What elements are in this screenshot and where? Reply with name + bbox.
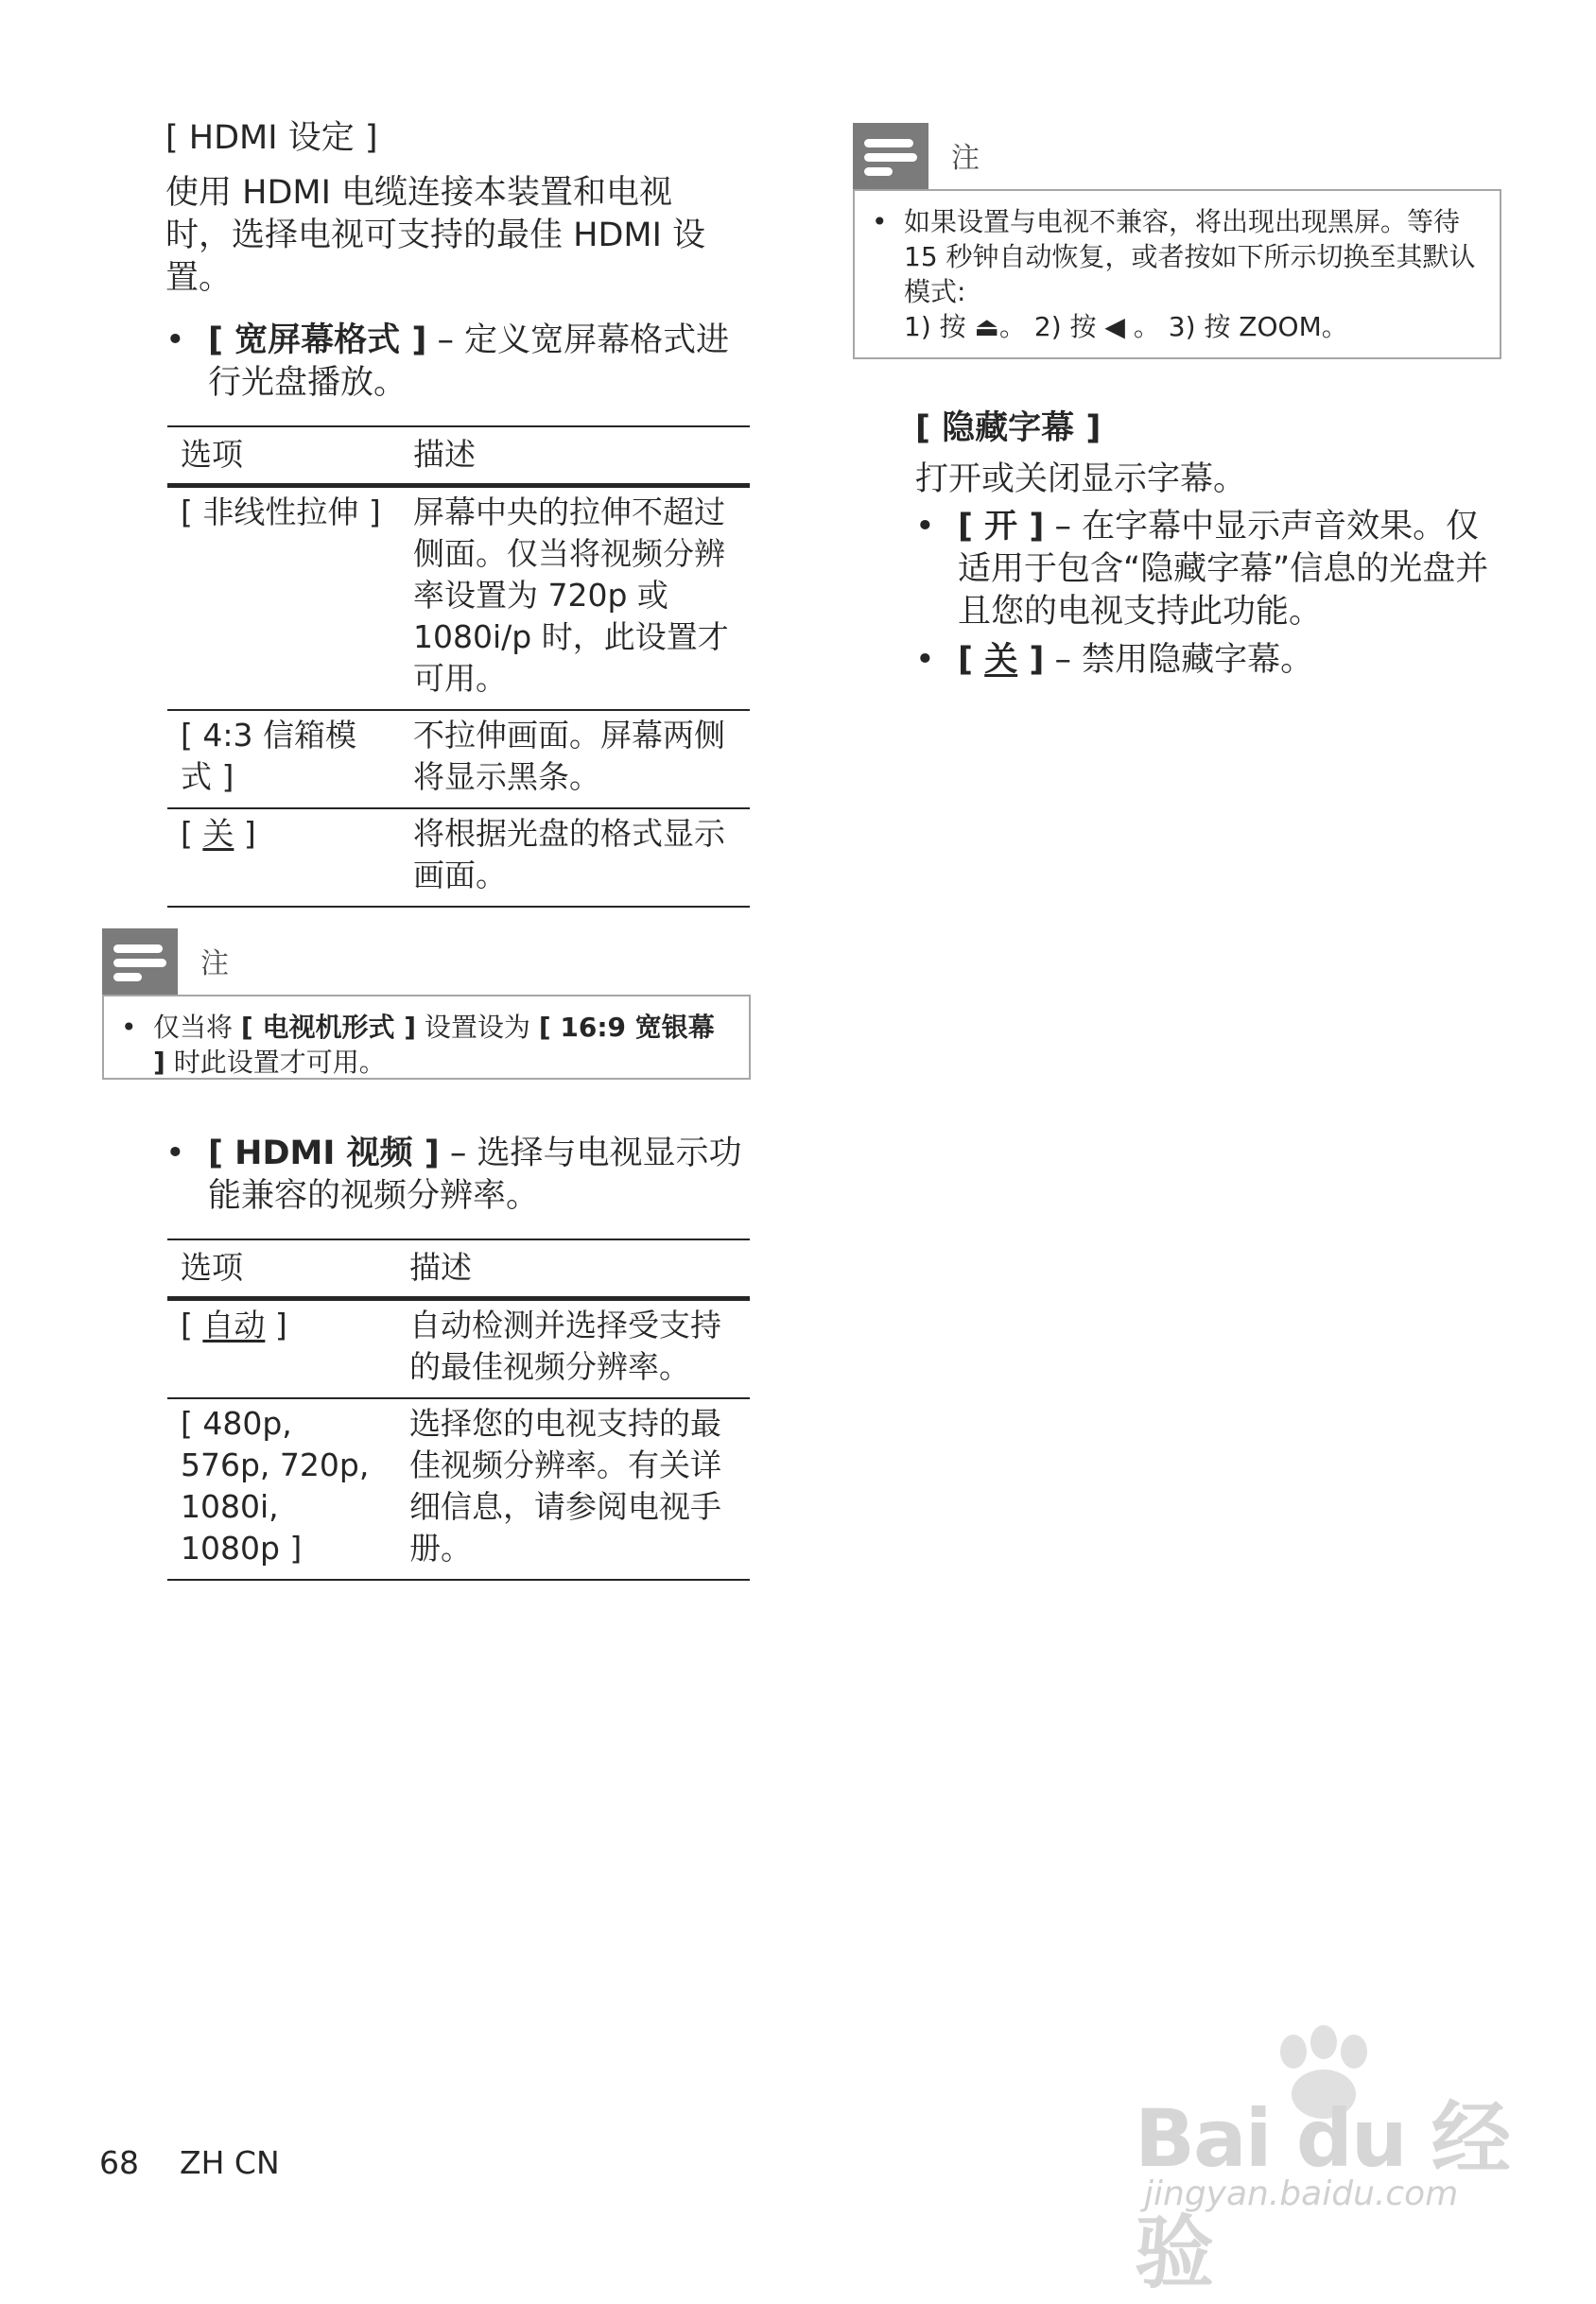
language-label: ZH CN bbox=[180, 2144, 280, 2181]
description-cell: 不拉伸画面。屏幕两侧将显示黑条。 bbox=[400, 710, 750, 808]
column-header-option: 选项 bbox=[167, 1239, 396, 1299]
watermark-logo: Bai du 经验 bbox=[1135, 2092, 1509, 2299]
note-content: • 仅当将 [ 电视机形式 ] 设置设为 [ 16:9 宽银幕 ] 时此设置才可用。 bbox=[102, 995, 751, 1080]
column-header-description: 描述 bbox=[396, 1239, 750, 1299]
table-row bbox=[167, 486, 750, 711]
option-cell: [ 自动 ] bbox=[167, 1299, 396, 1399]
note-icon bbox=[853, 123, 928, 189]
bullet-dot: • bbox=[915, 641, 935, 679]
closed-caption-on-text: 在字幕中显示声音效果。仅适用于包含“隐藏字幕”信息的光盘并且您的电视支持此功能。 bbox=[958, 508, 1489, 631]
closed-caption-off-label: 关 bbox=[984, 641, 1018, 679]
widescreen-format-text: 定义宽屏幕格式进行光盘播放。 bbox=[208, 321, 730, 402]
option-cell: [ 4:3 信箱模式 ] bbox=[167, 710, 400, 808]
watermark-url: jingyan.baidu.com bbox=[1144, 2174, 1459, 2213]
table-row bbox=[167, 808, 750, 907]
closed-caption-description: 打开或关闭显示字幕。 bbox=[915, 460, 1247, 498]
description-cell: 选择您的电视支持的最佳视频分辨率。有关详细信息，请参阅电视手册。 bbox=[396, 1398, 750, 1580]
closed-caption-title: [ 隐藏字幕 ] bbox=[915, 409, 1102, 447]
note-content: • 如果设置与电视不兼容，将出现出现黑屏。等待 15 秒钟自动恢复，或者按如下所示切换至其默认模式: 1) 按 ⏏。 2) 按 ◀ 。 3) 按 ZOOM。 bbox=[853, 189, 1501, 359]
closed-caption-on-bullet: • [ 开 ] – 在字幕中显示声音效果。仅适用于包含“隐藏字幕”信息的光盘并且您的电视支持此功能。 bbox=[915, 508, 1489, 631]
widescreen-format-label: [ 宽屏幕格式 ] bbox=[208, 321, 427, 359]
hdmi-video-bullet: • [ HDMI 视频 ] – 选择与电视显示功能兼容的视频分辨率。 bbox=[165, 1135, 742, 1215]
column-header-description: 描述 bbox=[400, 426, 750, 486]
note-steps: 1) 按 ⏏。 2) 按 ◀ 。 3) 按 ZOOM。 bbox=[904, 311, 1348, 342]
bullet-dot: • bbox=[165, 321, 185, 359]
page-footer bbox=[99, 2144, 280, 2181]
hdmi-video-text: 选择与电视显示功能兼容的视频分辨率。 bbox=[208, 1135, 742, 1215]
bullet-dot: • bbox=[915, 508, 935, 546]
option-cell: [ 关 ] bbox=[167, 808, 400, 907]
table-header-row bbox=[167, 1239, 750, 1299]
column-header-option: 选项 bbox=[167, 426, 400, 486]
option-cell: [ 480p, 576p, 720p, 1080i, 1080p ] bbox=[167, 1398, 396, 1580]
hdmi-video-options-table bbox=[167, 1239, 750, 1581]
hdmi-settings-description: 使用 HDMI 电缆连接本装置和电视时，选择电视可支持的最佳 HDMI 设置。 bbox=[165, 174, 706, 297]
page-number: 68 bbox=[99, 2144, 139, 2181]
note-label: 注 bbox=[200, 947, 229, 980]
widescreen-format-bullet: • [ 宽屏幕格式 ] – 定义宽屏幕格式进行光盘播放。 bbox=[165, 321, 730, 402]
note-icon bbox=[102, 928, 178, 995]
description-cell: 屏幕中央的拉伸不超过侧面。仅当将视频分辨率设置为 720p 或 1080i/p 时，此设置才可用。 bbox=[400, 486, 750, 711]
hdmi-video-label: [ HDMI 视频 ] bbox=[208, 1135, 440, 1172]
note-box bbox=[853, 123, 1501, 359]
table-row bbox=[167, 710, 750, 808]
description-cell: 将根据光盘的格式显示画面。 bbox=[400, 808, 750, 907]
bullet-dot: • bbox=[165, 1135, 185, 1172]
closed-caption-off-text: 禁用隐藏字幕。 bbox=[1082, 641, 1314, 679]
option-cell: [ 非线性拉伸 ] bbox=[167, 486, 400, 711]
description-cell: 自动检测并选择受支持的最佳视频分辨率。 bbox=[396, 1299, 750, 1399]
table-row bbox=[167, 1299, 750, 1399]
watermark bbox=[1135, 2023, 1532, 2299]
table-row bbox=[167, 1398, 750, 1580]
note-box bbox=[102, 928, 751, 1099]
hdmi-settings-title: [ HDMI 设定 ] bbox=[165, 119, 378, 157]
widescreen-options-table bbox=[167, 425, 750, 908]
closed-caption-on-label: [ 开 ] bbox=[958, 508, 1045, 546]
table-header-row bbox=[167, 426, 750, 486]
closed-caption-off-bullet: • [ 关 ] – 禁用隐藏字幕。 bbox=[915, 639, 1501, 686]
note-label: 注 bbox=[951, 142, 980, 175]
